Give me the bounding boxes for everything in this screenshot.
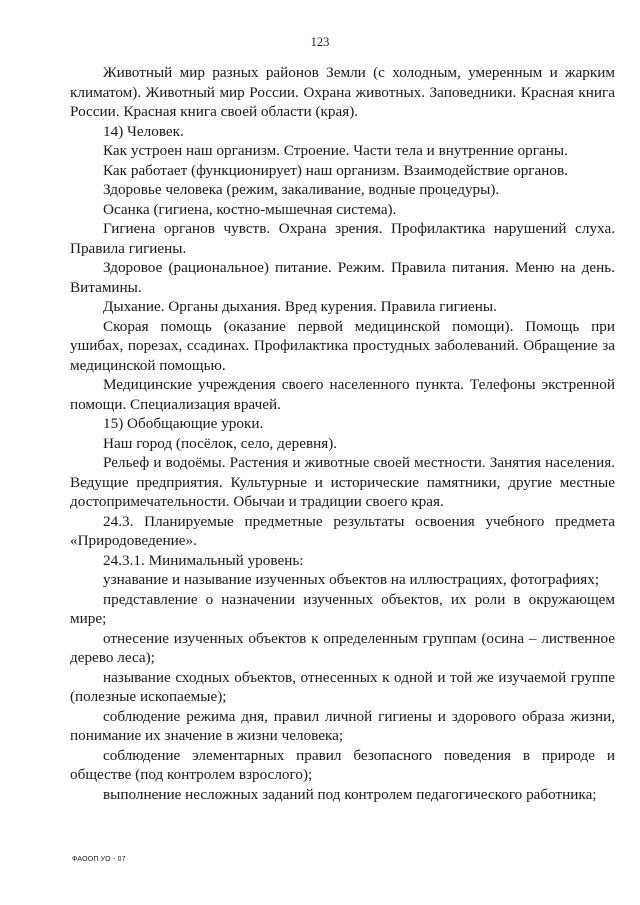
page-body [70, 63, 615, 804]
paragraph: Здоровое (рациональное) питание. Режим. Правила питания. Меню на день. Витамины. [70, 259, 615, 296]
paragraph: Гигиена органов чувств. Охрана зрения. Профилактика нарушений слуха. Правила гигиены. [70, 220, 615, 257]
list-item: выполнение несложных заданий под контролем педагогического работника; [103, 785, 597, 803]
document-code-footer: ФАООП УО - 07 [72, 856, 126, 863]
paragraph: Осанка (гигиена, костно-мышечная система). [103, 200, 397, 218]
list-item: узнавание и называние изученных объектов на иллюстрациях, фотографиях; [103, 571, 600, 588]
paragraph: Наш город (посёлок, село, деревня). [103, 434, 338, 452]
list-item: отнесение изученных объектов к определенным группам (осина – лиственное дерево леса); [70, 629, 615, 666]
paragraph: Животный мир разных районов Земли (с холодным, умеренным и жарким климатом). Животный мир России. Охрана животных. Заповедники. Красная книга России. Красная книга своей области (края). [70, 64, 615, 120]
paragraph: Дыхание. Органы дыхания. Вред курения. Правила гигиены. [103, 298, 497, 315]
paragraph: 15) Обобщающие уроки. [103, 415, 264, 432]
paragraph: Как устроен наш организм. Строение. Части тела и внутренние органы. [103, 142, 568, 159]
list-item: соблюдение элементарных правил безопасного поведения в природе и обществе (под контролем взрослого); [70, 746, 615, 783]
paragraph: Здоровье человека (режим, закаливание, водные процедуры). [103, 181, 500, 198]
paragraph: Скорая помощь (оказание первой медицинской помощи). Помощь при ушибах, порезах, ссадинах. Профилактика простудных заболеваний. Обращение за медицинской помощью. [70, 317, 615, 374]
list-item: представление о назначении изученных объектов, их роли в окружающем мире; [70, 590, 615, 627]
page-number: 123 [310, 35, 330, 49]
list-item: называние сходных объектов, отнесенных к одной и той же изучаемой группе (полезные ископаемые); [70, 668, 615, 705]
list-item: соблюдение режима дня, правил личной гигиены и здорового образа жизни, понимание их значение в жизни человека; [70, 707, 615, 744]
paragraph: Медицинские учреждения своего населенного пункта. Телефоны экстренной помощи. Специализация врачей. [70, 376, 615, 413]
paragraph: Как работает (функционирует) наш организм. Взаимодействие органов. [103, 161, 568, 179]
paragraph: 14) Человек. [103, 122, 184, 140]
subsection-heading: 24.3.1. Минимальный уровень: [103, 551, 304, 569]
paragraph: Рельеф и водоёмы. Растения и животные своей местности. Занятия населения. Ведущие предприятия. Культурные и исторические памятники, другие местные достопримечательности. Обычаи и традиции своего края. [70, 454, 615, 510]
section-heading: 24.3. Планируемые предметные результаты освоения учебного предмета «Природоведение». [70, 512, 615, 549]
